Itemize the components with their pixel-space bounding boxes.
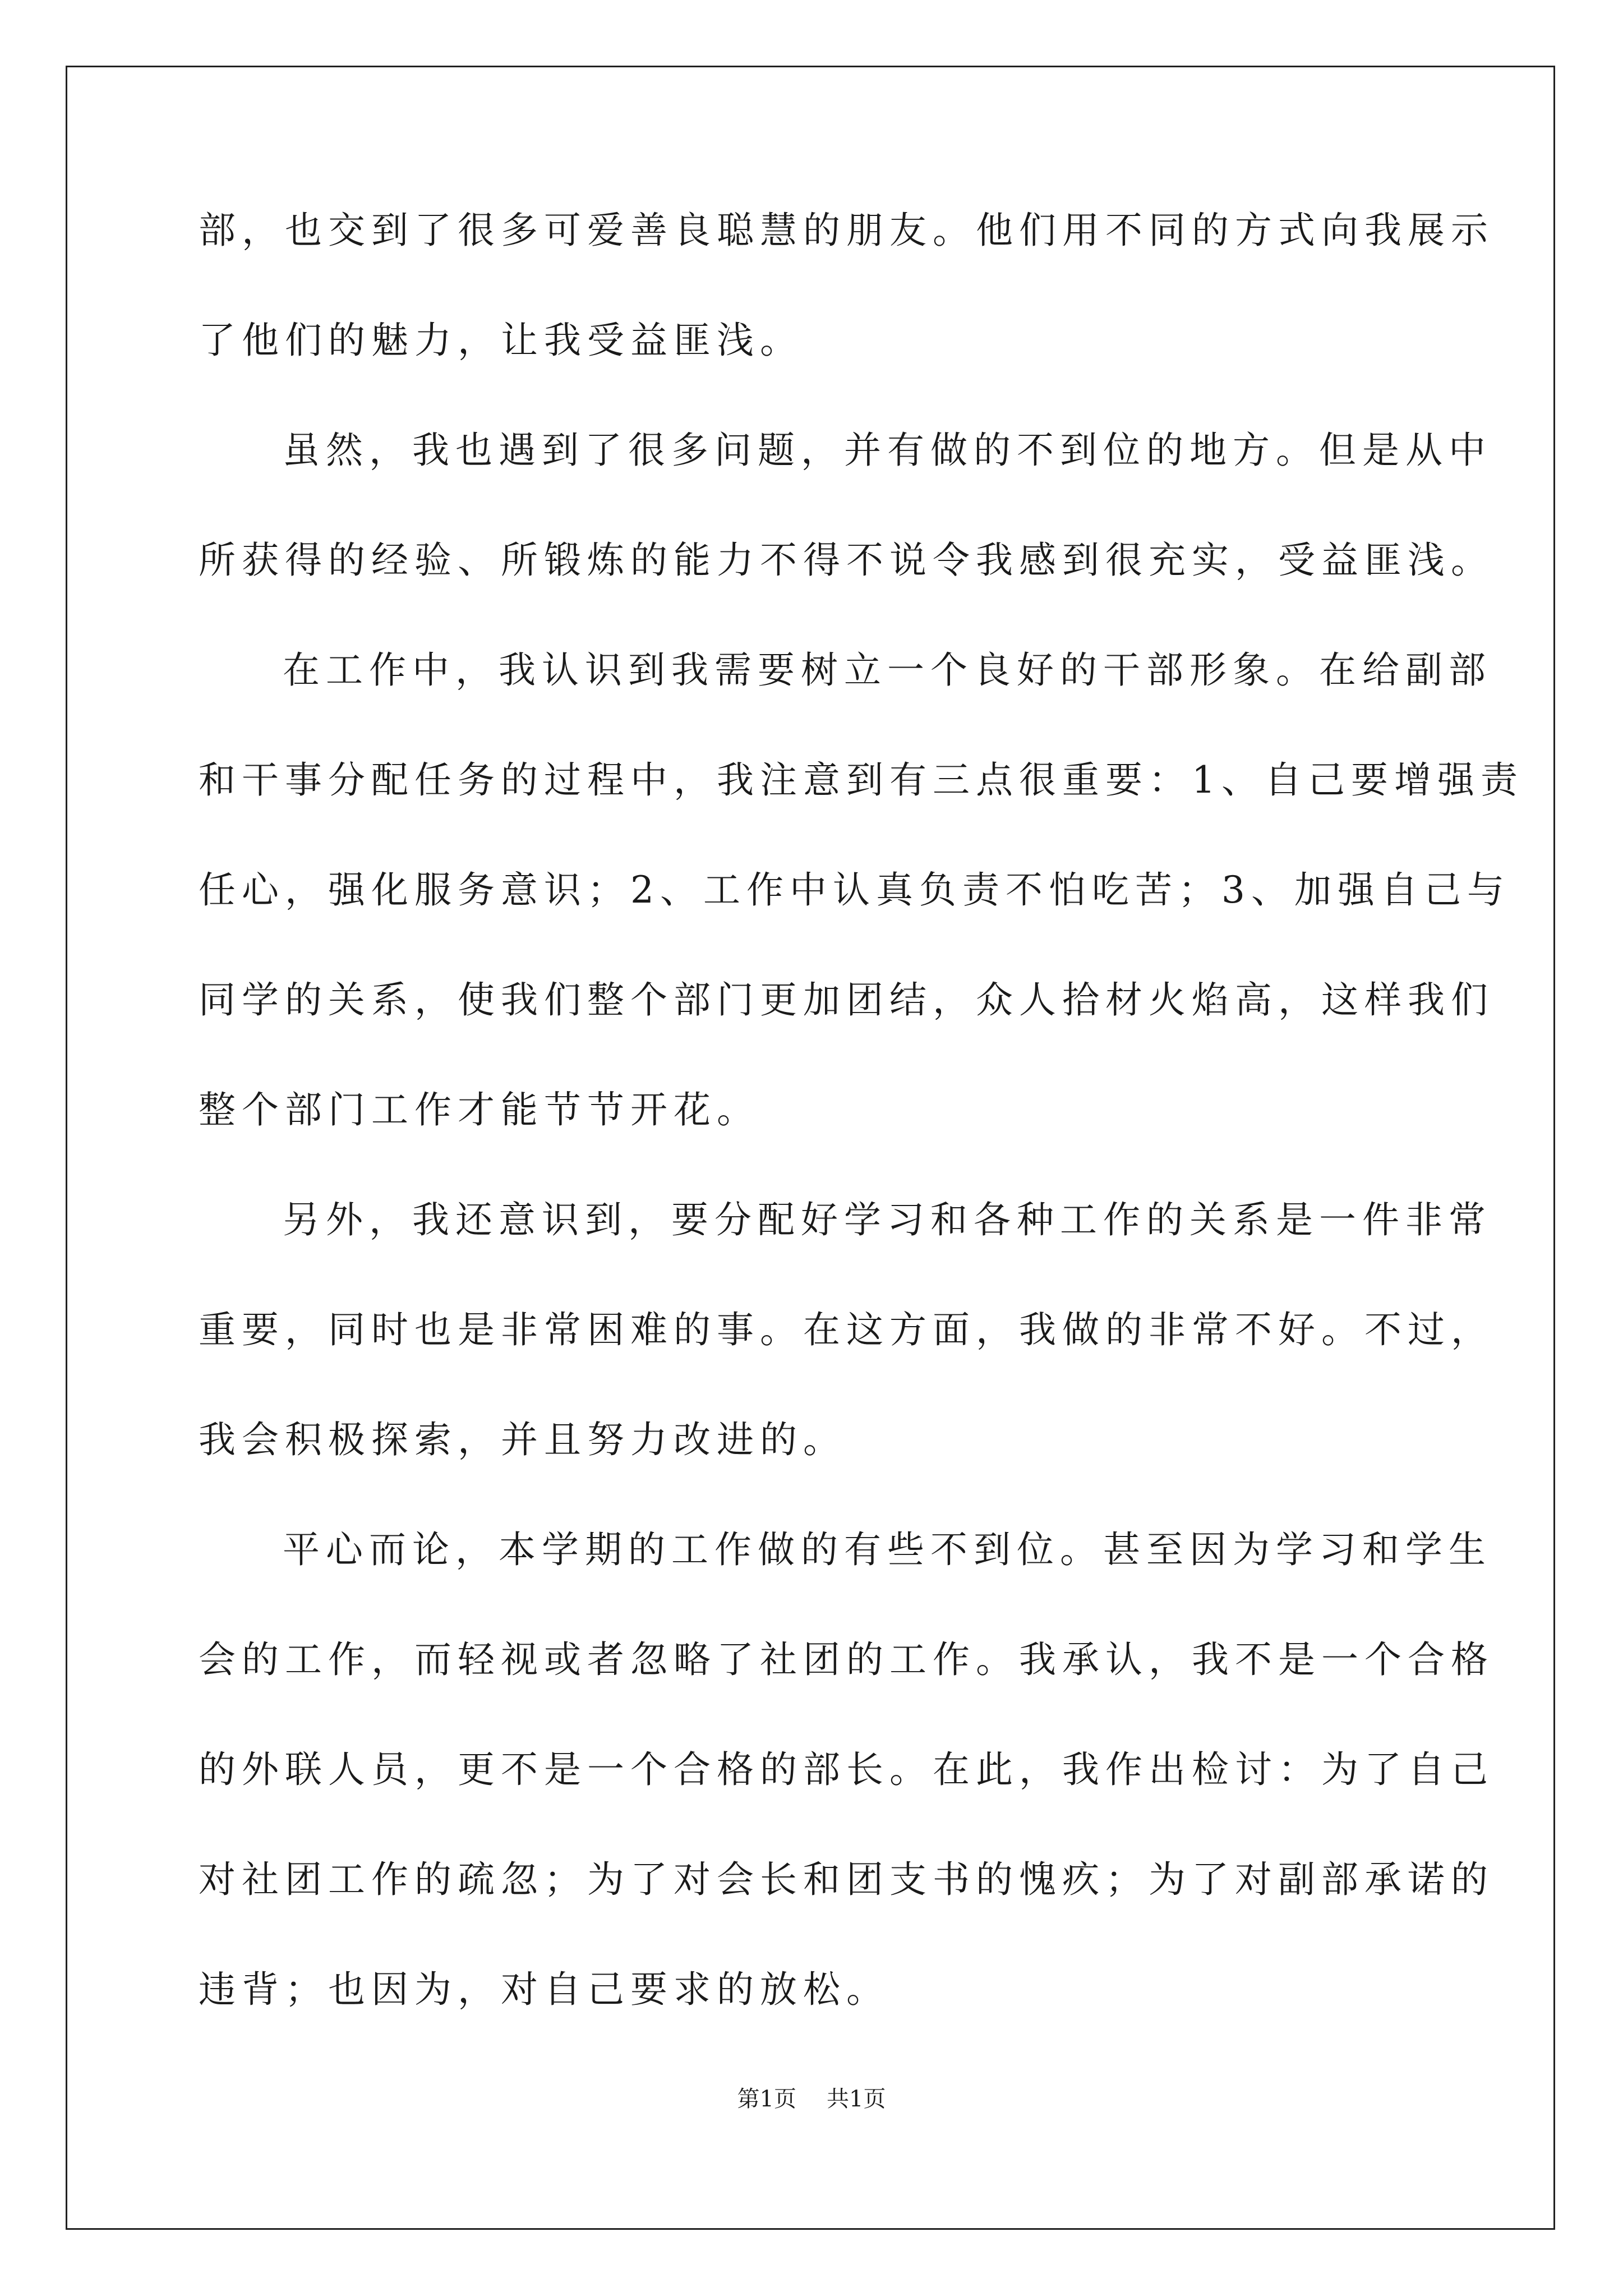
text-line: 的外联人员，更不是一个合格的部长。在此，我作出检讨：为了自己 — [199, 1748, 1494, 1791]
text-line: 违背；也因为，对自己要求的放松。 — [199, 1968, 889, 2011]
paragraph-first-line: 在工作中，我认识到我需要树立一个良好的干部形象。在给副部 — [283, 648, 1492, 692]
text-line: 对社团工作的疏忽；为了对会长和团支书的愧疚；为了对副部承诺的 — [199, 1858, 1494, 1901]
text-line: 所获得的经验、所锻炼的能力不得不说令我感到很充实，受益匪浅。 — [199, 539, 1494, 582]
page-number: 第1页 — [737, 2086, 796, 2112]
page-footer — [0, 2086, 1623, 2113]
document-body — [199, 209, 1524, 2081]
page-total: 共1页 — [827, 2086, 886, 2112]
paragraph-first-line: 虽然，我也遇到了很多问题，并有做的不到位的地方。但是从中 — [283, 429, 1492, 472]
text-line: 整个部门工作才能节节开花。 — [199, 1088, 760, 1131]
text-line: 和干事分配任务的过程中，我注意到有三点很重要：1、自己要增强责 — [199, 758, 1524, 802]
text-line: 任心，强化服务意识；2、工作中认真负责不怕吃苦；3、加强自己与 — [199, 868, 1510, 912]
text-line: 会的工作，而轻视或者忽略了社团的工作。我承认，我不是一个合格 — [199, 1638, 1494, 1681]
text-line: 我会积极探索，并且努力改进的。 — [199, 1418, 846, 1461]
text-line: 了他们的魅力，让我受益匪浅。 — [199, 319, 803, 362]
text-line: 部，也交到了很多可爱善良聪慧的朋友。他们用不同的方式向我展示 — [199, 209, 1494, 252]
text-line: 重要，同时也是非常困难的事。在这方面，我做的非常不好。不过， — [199, 1308, 1494, 1351]
paragraph-first-line: 另外，我还意识到，要分配好学习和各种工作的关系是一件非常 — [283, 1198, 1492, 1241]
text-line: 同学的关系，使我们整个部门更加团结，众人拾材火焰高，这样我们 — [199, 978, 1494, 1022]
paragraph-first-line: 平心而论，本学期的工作做的有些不到位。甚至因为学习和学生 — [283, 1528, 1492, 1571]
